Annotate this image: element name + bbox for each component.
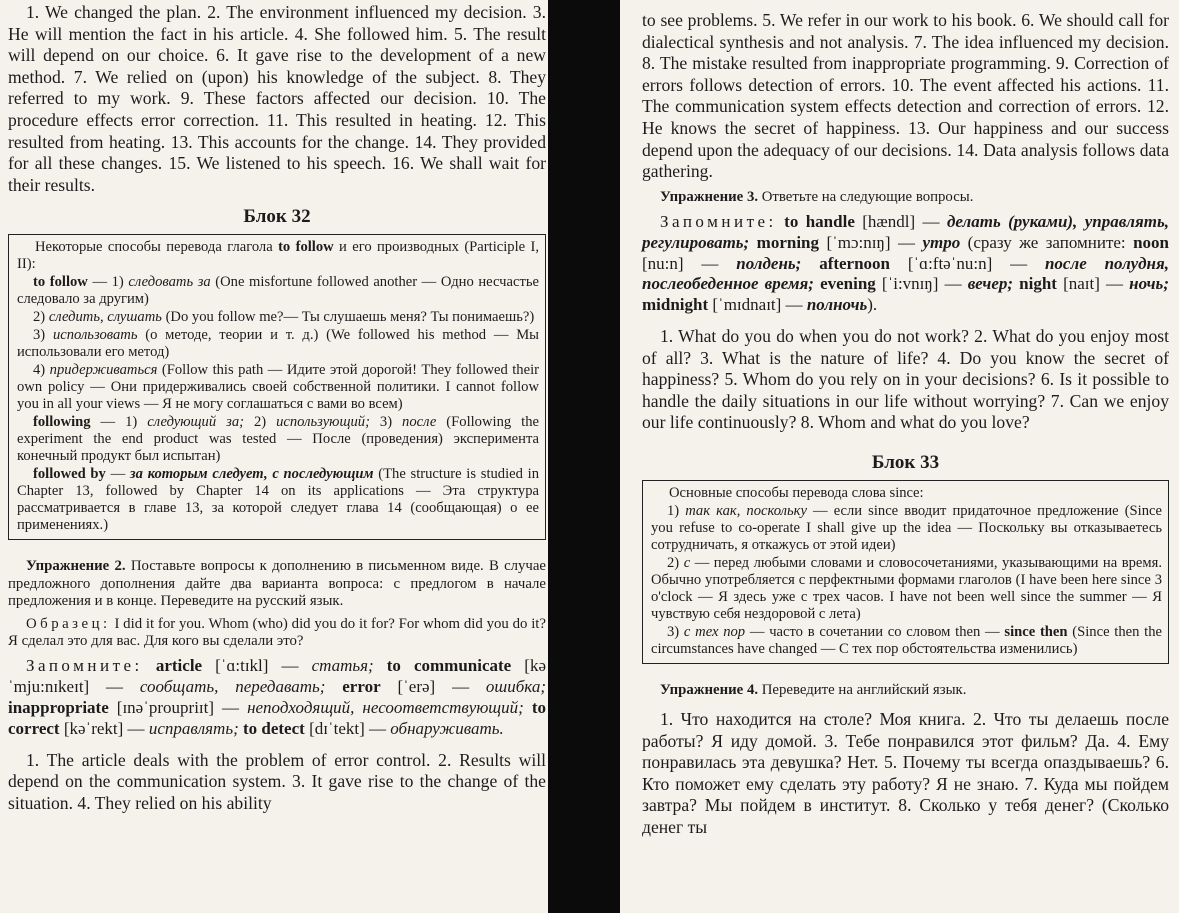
left-column [8, 2, 546, 814]
block-32-title: Блок 32 [243, 206, 311, 228]
right-column [642, 10, 1169, 839]
right-vocabulary-remember: Запомните: to handle [hændl] — делать (руками), управлять, регулировать; morning [ˈmɔ:nɪŋ] — утро (сразу же запомните: noon [nu:n] — полдень; afternoon [ˈɑ:ftəˈnu:n] — после полудня, послеобеденное время; evening [ˈi:vnɪŋ] — вечер; night [naɪt] — ночь; midnight [ˈmɪdnaɪt] — полночь). [642, 211, 1170, 315]
exercise-2-sample: Образец: I did it for you. Whom (who) did you do it for? For whom did you do it? Я сделал это для вас. Для кого вы сделали это? [8, 615, 546, 650]
exercise-4-instructions: Упражнение 4. Переведите на английский язык. [660, 681, 967, 698]
left-vocabulary-remember: Запомните: article [ˈɑ:tɪkl] — статья; to communicate [kəˈmju:nɪkeɪt] — сообщать, передавать; error [ˈerə] — ошибка; inappropriate [ɪnəˈproupriɪt] — неподходящий, несоответствующий; to correct [kəˈrekt] — исправлять; to detect [dɪˈtekt] — обнаруживать. [8, 656, 546, 738]
followed-by-entry: followed by — за которым следует, с последующим (The structure is studied in Chapter 13, followed by Chapter 14 on its applications — Эта структура рассматривается в главе 13, за которой следует глава 14 (сообщающая) о ее применениях.) [17, 466, 540, 534]
block-32-box [8, 234, 546, 540]
since-meaning-3: 3) с тех пор — часто в сочетании со словом then — since then (Since then the circumstances have changed — С тех пор обстоятельства изменились) [651, 623, 1163, 657]
exercise-3-questions: 1. What do you do when you do not work? 2. What do you enjoy most of all? 3. What is the nature of life? 4. Do you know the secret of happiness? 5. Whom do you rely on in your decisions? 6. Is it possible to handle the daily situations in our life without worrying? 7. Can we enjoy our life continuously? 8. Whom and what do you love? [642, 325, 1169, 433]
to-follow-entry: to follow — 1) следовать за (One misfortune followed another — Одно несчастье следовало за другим) [17, 274, 539, 308]
block-33-title: Блок 33 [871, 451, 940, 473]
left-exercise-sentences-2: 1. The article deals with the problem of error control. 2. Results will depend on the communication system. 3. It gave rise to the change of the situation. 4. They relied on his ability [8, 749, 546, 813]
exercise-4-sentences: 1. Что находится на столе? Моя книга. 2. Что ты делаешь после работы? Я иду домой. 3. Тебе понравился этот фильм? Да. 4. Ему понравилась эта девушка? Нет. 5. Почему ты всегда опаздываешь? 6. Кто поможет ему сделать эту работу? Я не знаю. 7. Куда мы пойдем завтра? Мы пойдем в институт. 8. Сколько у тебя денег? (Сколько денег ты [642, 709, 1169, 838]
right-exercise-sentences: to see problems. 5. We refer in our work to his book. 6. We should call for dialectical synthesis and not analysis. 7. The idea influenced my decision. 8. The mistake resulted from inappropriate programming. 9. Correction of errors follows detection of errors. 10. The event affected his actions. 11. The communication system effects detection and correction of errors. 12. He knows the secret of happiness. 13. Our happiness and our success depend upon the adequacy of our decisions. 14. Data analysis follows data gathering. [642, 10, 1169, 182]
block-33-box [642, 480, 1169, 664]
left-page [0, 0, 560, 913]
block-32-intro: Некоторые способы перевода глагола to follow и его производных (Participle I, II): [17, 239, 539, 273]
following-entry: following — 1) следующий за; 2) использующий; 3) после (Following the experiment the end product was tested — После (проведения) эксперимента конечный продукт был испытан) [17, 414, 539, 465]
right-page [620, 0, 1179, 913]
to-follow-meaning-2: 2) следить, слушать (Do you follow me?— Ты слушаешь меня? Ты понимаешь?) [33, 309, 535, 326]
since-meaning-1: 1) так как, поскольку — если since вводит придаточное предложение (Since you refuse to co-operate I shall give up the idea — Поскольку вы отказываетесь сотрудничать, я откажусь от этой идеи) [651, 502, 1162, 553]
to-follow-meaning-4: 4) придерживаться (Follow this path — Идите этой дорогой! They followed their own policy — Они придерживались своей собственной политики. I cannot follow you in all your views — Я не могу соглашаться с вами во всем) [17, 362, 540, 413]
left-exercise-sentences: 1. We changed the plan. 2. The environment influenced my decision. 3. He will mention the fact in his article. 4. She followed him. 5. The result will depend on our choice. 6. It gave rise to the development of a new method. 7. We relied on (upon) his knowledge of the subject. 8. They referred to my work. 9. These factors affected our decision. 10. The procedure effects error correction. 11. This resulted in heating. 12. This resulted from heating. 13. This accounts for the change. 14. They provided for all these changes. 15. We listened to his speech. 16. We shall wait for their results. [8, 2, 546, 195]
block-33-intro: Основные способы перевода слова since: [669, 484, 924, 501]
since-meaning-2: 2) с — перед любыми словами и словосочетаниями, указывающими на время. Обычно употребляется с перфектными формами глаголов (I have been here since 3 o'clock — Я здесь уже с трех часов. I have not been well since the summer — Я чувствую себя нездоровой с лета) [651, 554, 1162, 622]
exercise-2-instructions: Упражнение 2. Поставьте вопросы к дополнению в письменном виде. В случае предложного дополнения дайте два варианта вопроса: с предлогом в начале предложения и в конце. Переведите на русский язык. [8, 558, 546, 609]
to-follow-meaning-3: 3) использовать (о методе, теории и т. д.) (We followed his method — Мы использовали его метод) [17, 327, 539, 361]
exercise-3-instructions: Упражнение 3. Ответьте на следующие вопросы. [660, 188, 974, 205]
